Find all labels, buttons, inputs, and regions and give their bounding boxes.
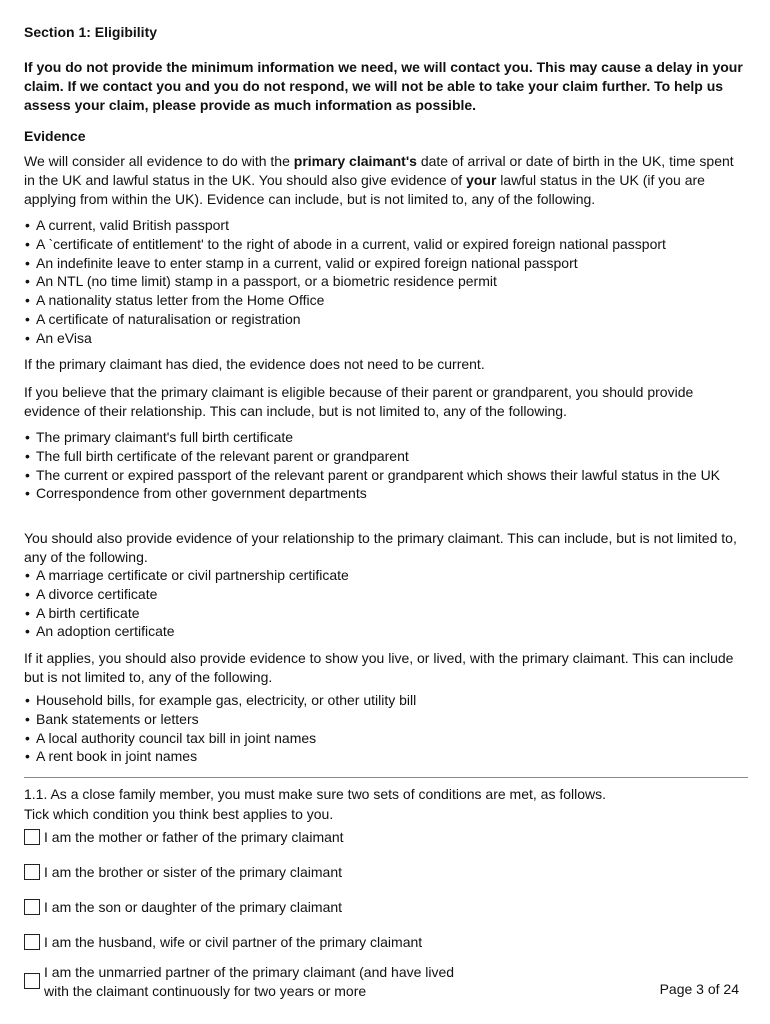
deceased-claimant-note: If the primary claimant has died, the evidence does not need to be current.: [24, 356, 485, 372]
relationship-evidence-list: [24, 566, 748, 641]
option-label: I am the brother or sister of the primary claimant: [44, 864, 342, 880]
list-item: • A marriage certificate or civil partnership certificate: [24, 566, 748, 585]
evidence-intro-text-1: We will consider all evidence to do with the: [24, 153, 294, 169]
checkbox[interactable]: [24, 934, 40, 950]
lawful-status-evidence-list: [24, 216, 748, 348]
list-item: • An adoption certificate: [24, 622, 748, 641]
list-item: • Bank statements or letters: [24, 710, 748, 729]
checkbox[interactable]: [24, 973, 40, 989]
section-divider: [24, 777, 748, 778]
list-item: • An indefinite leave to enter stamp in a current, valid or expired foreign national passport: [24, 254, 748, 273]
list-item: • A `certificate of entitlement' to the right of abode in a current, valid or expired foreign national passport: [24, 235, 748, 254]
residence-evidence-intro: If it applies, you should also provide evidence to show you live, or lived, with the primary claimant. This can include but is not limited to, any of the following.: [24, 650, 734, 685]
option-brother-or-sister[interactable]: [24, 863, 464, 882]
minimum-information-warning: If you do not provide the minimum information we need, we will contact you. This may cause a delay in your claim. If we contact you and you do not respond, we will not be able to take your claim further. To help us assess your claim, please provide as much information as possible.: [24, 59, 743, 113]
checkbox[interactable]: [24, 829, 40, 845]
option-unmarried-partner[interactable]: [24, 963, 464, 1001]
option-son-or-daughter[interactable]: [24, 898, 464, 917]
list-item: • A nationality status letter from the Home Office: [24, 291, 748, 310]
list-item: • An NTL (no time limit) stamp in a passport, or a biometric residence permit: [24, 272, 748, 291]
parent-evidence-list: [24, 428, 748, 503]
list-item: • An eVisa: [24, 329, 748, 348]
option-husband-wife-civil-partner[interactable]: [24, 933, 464, 952]
list-item: • The current or expired passport of the relevant parent or grandparent which shows their lawful status in the UK: [24, 466, 748, 485]
option-mother-or-father[interactable]: [24, 828, 464, 847]
list-item: • The primary claimant's full birth certificate: [24, 428, 748, 447]
page-number: Page 3 of 24: [659, 981, 739, 997]
evidence-intro-bold-your: your: [466, 172, 497, 188]
evidence-intro-text-3: lawful status in the UK (if you are applying from within the UK). Evidence can include, but is not limited to, any of the following.: [24, 172, 705, 207]
question-1-1-instruction: Tick which condition you think best applies to you.: [24, 806, 334, 822]
list-item: • A divorce certificate: [24, 585, 748, 604]
relationship-evidence-intro: You should also provide evidence of your relationship to the primary claimant. This can include, but is not limited to, any of the following.: [24, 530, 737, 565]
option-label: I am the unmarried partner of the primary claimant (and have lived with the claimant continuously for two years or more: [44, 964, 455, 999]
option-label: I am the son or daughter of the primary claimant: [44, 899, 343, 915]
evidence-heading: Evidence: [24, 128, 86, 144]
residence-evidence-list: [24, 691, 748, 766]
checkbox[interactable]: [24, 899, 40, 915]
checkbox[interactable]: [24, 864, 40, 880]
list-item: • A current, valid British passport: [24, 216, 748, 235]
list-item: • A certificate of naturalisation or registration: [24, 310, 748, 329]
list-item: • Household bills, for example gas, electricity, or other utility bill: [24, 691, 748, 710]
option-label: I am the mother or father of the primary claimant: [44, 829, 344, 845]
question-1-1-text: 1.1. As a close family member, you must make sure two sets of conditions are met, as follows.: [24, 786, 607, 802]
parent-evidence-intro: If you believe that the primary claimant is eligible because of their parent or grandparent, you should provide evidence of their relationship. This can include, but is not limited to, any of the following.: [24, 384, 694, 419]
list-item: • A rent book in joint names: [24, 747, 748, 766]
evidence-intro: [24, 152, 748, 209]
list-item: • The full birth certificate of the relevant parent or grandparent: [24, 447, 748, 466]
section-title: Section 1: Eligibility: [24, 24, 158, 40]
evidence-intro-text-2: date of arrival or date of birth in the UK, time spent in the UK and lawful status in the UK. You should also give evidence of: [24, 153, 734, 188]
option-label: I am the husband, wife or civil partner of the primary claimant: [44, 934, 423, 950]
list-item: • A local authority council tax bill in joint names: [24, 729, 748, 748]
list-item: • A birth certificate: [24, 604, 748, 623]
list-item: • Correspondence from other government departments: [24, 484, 748, 503]
evidence-intro-bold-primary-claimant: primary claimant's: [293, 153, 417, 169]
